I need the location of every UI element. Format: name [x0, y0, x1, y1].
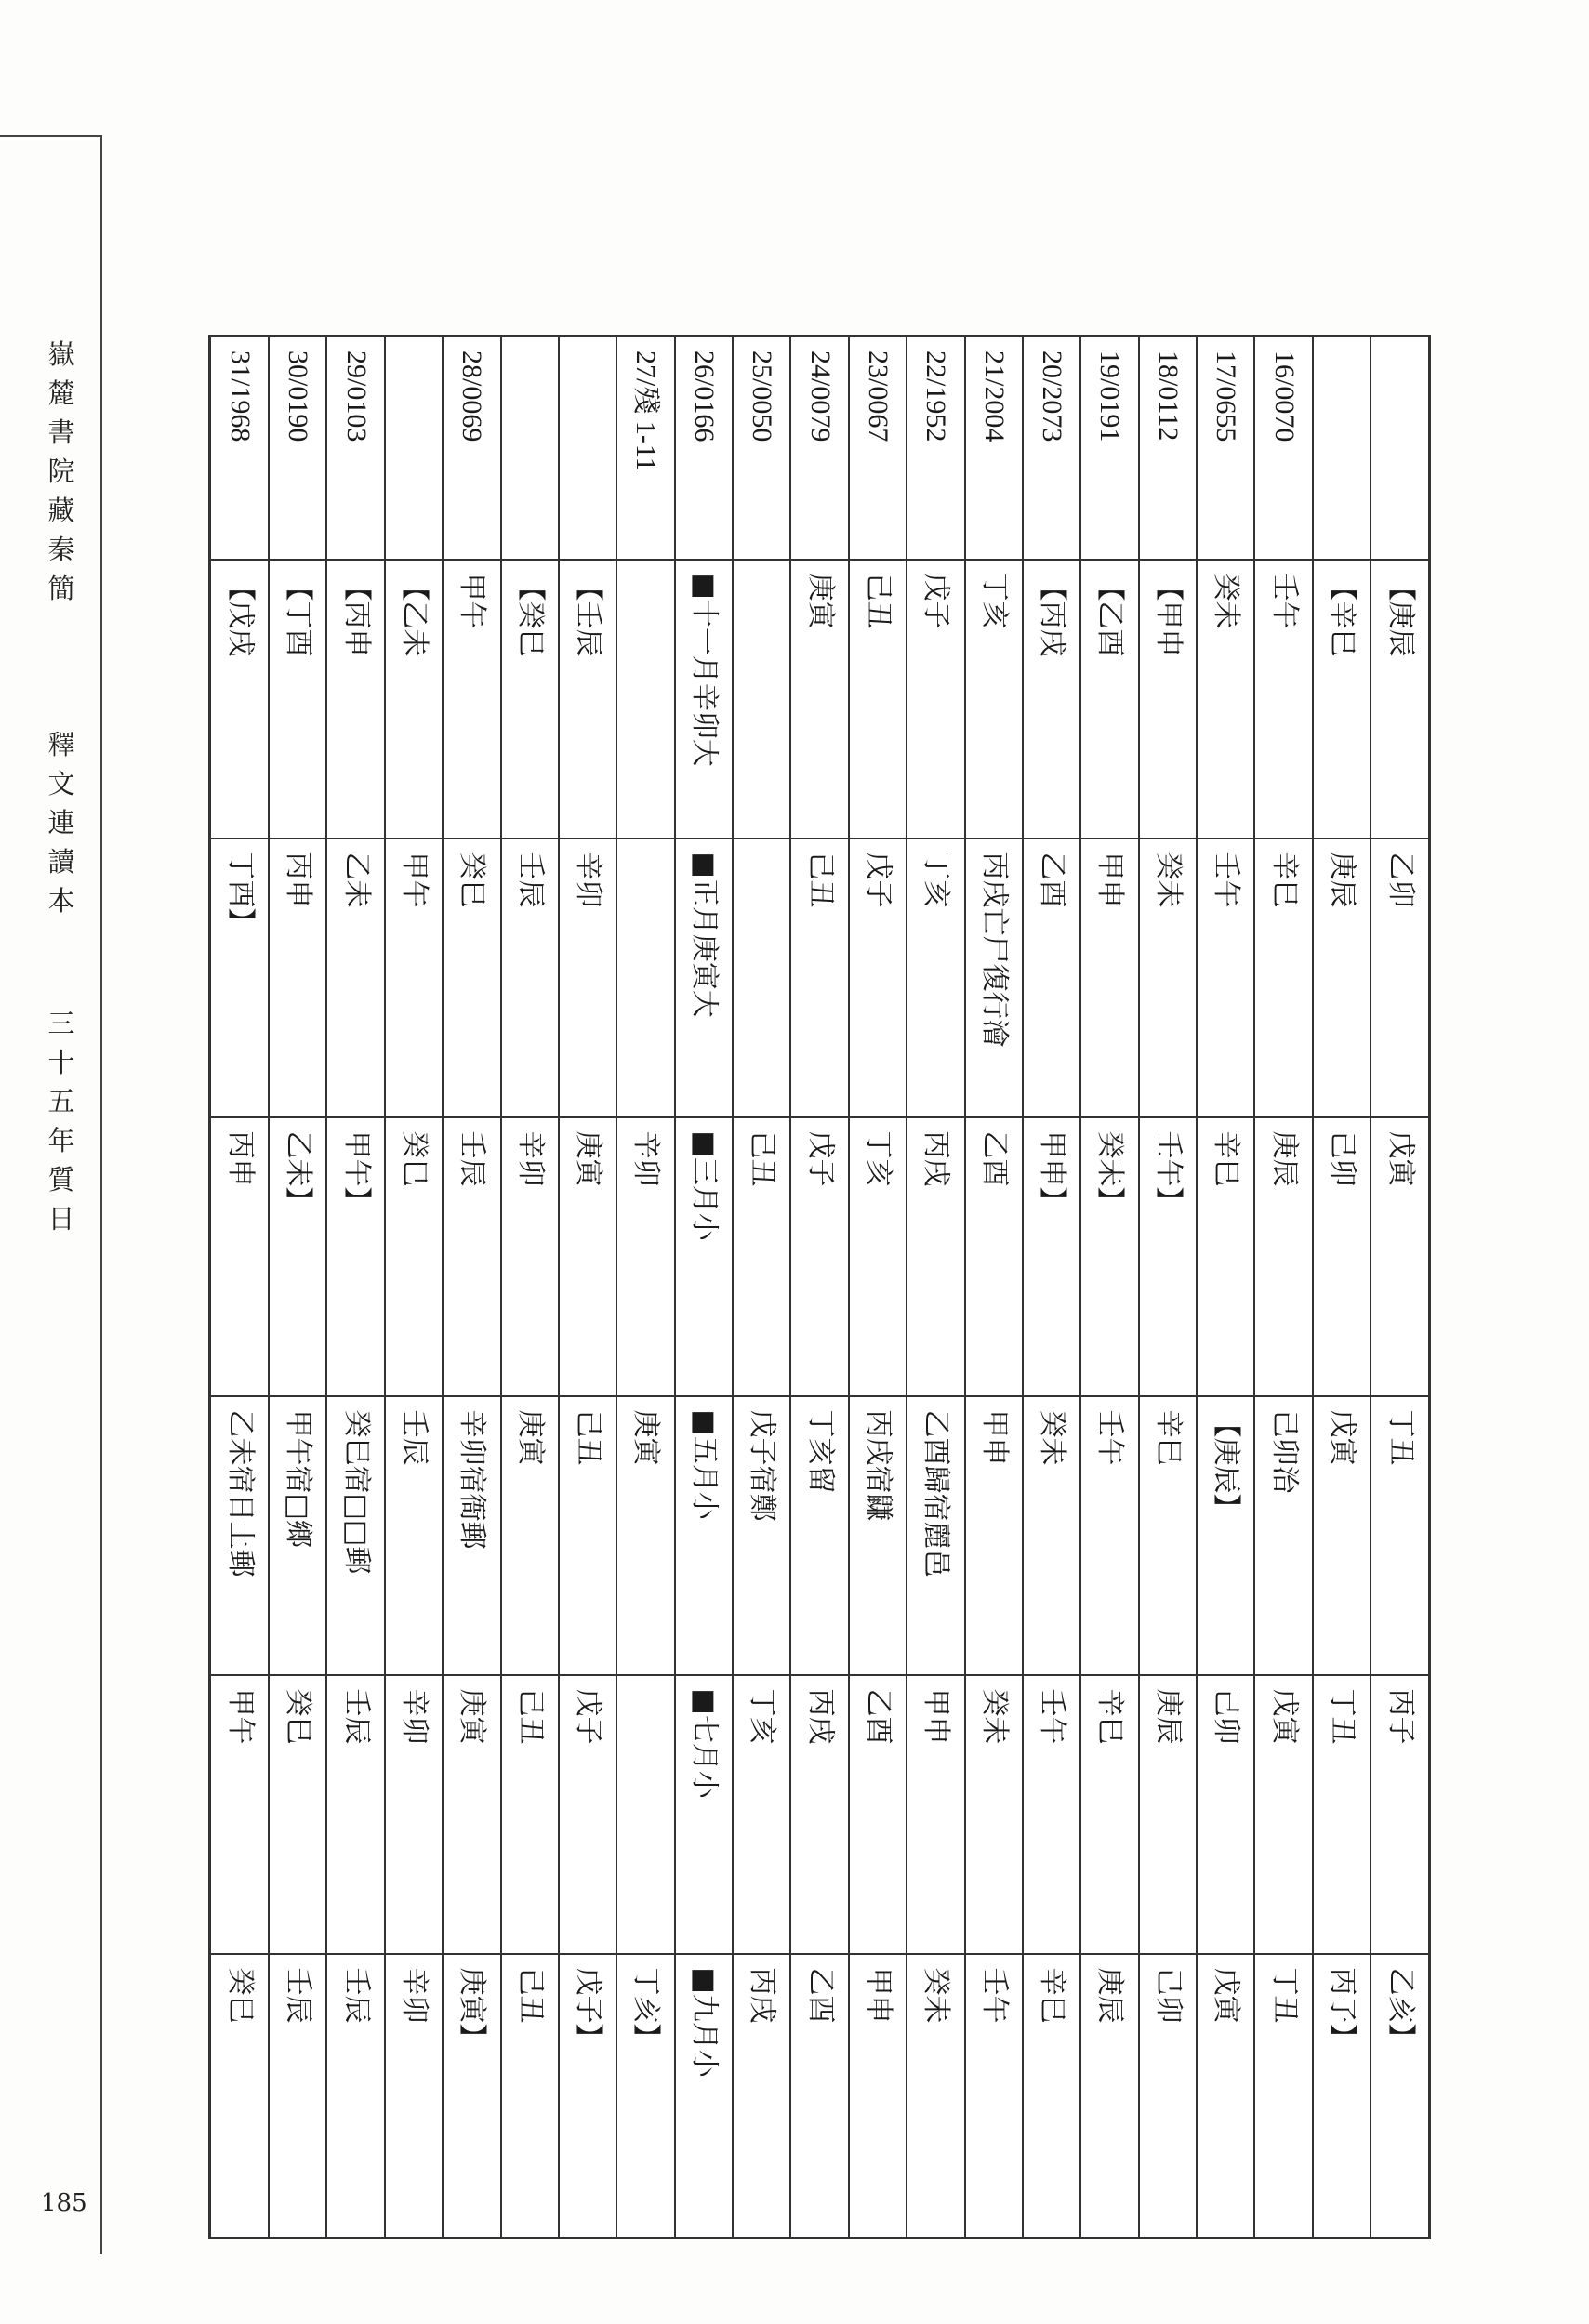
slip-number-cell: [385, 337, 443, 560]
date-cell: 壬辰: [385, 1396, 443, 1675]
date-cell: 甲申: [849, 1954, 907, 2238]
date-cell: 乙未: [326, 838, 384, 1117]
slip-number-cell: 31/1968: [210, 337, 270, 560]
section-title: 釋 文 連 讀 本: [47, 729, 75, 918]
date-cell: [733, 838, 790, 1117]
table-row: [733, 337, 790, 2238]
slip-number-cell: 25/0050: [733, 337, 790, 560]
table-row: [210, 337, 270, 2238]
date-cell: 乙酉: [849, 1675, 907, 1954]
date-cell: 甲午宿□鄉: [269, 1396, 326, 1675]
margin-tick: [0, 135, 100, 137]
date-cell: 丁亥: [849, 1117, 907, 1396]
table-row: [675, 337, 733, 2238]
date-cell: 戊寅: [1371, 1117, 1429, 1396]
table-row: [849, 337, 907, 2238]
date-cell: 己丑: [849, 560, 907, 838]
slip-number-cell: 30/0190: [269, 337, 326, 560]
date-cell: 甲午: [385, 838, 443, 1117]
date-cell: 壬午】: [1139, 1117, 1197, 1396]
date-cell: 丁丑: [1371, 1396, 1429, 1675]
date-cell: 甲申: [965, 1396, 1023, 1675]
book-title: 嶽 麓 書 院 藏 秦 簡: [47, 338, 75, 605]
date-cell: 戊子: [849, 838, 907, 1117]
date-cell: 【乙未: [385, 560, 443, 838]
date-cell: 壬午: [1080, 1396, 1138, 1675]
date-cell: ■九月小: [675, 1954, 733, 2238]
date-cell: 壬午: [1254, 560, 1312, 838]
date-cell: 辛巳: [1080, 1675, 1138, 1954]
date-cell: 辛卯: [559, 838, 616, 1117]
date-cell: 【丙申: [326, 560, 384, 838]
date-cell: 辛卯: [616, 1117, 674, 1396]
date-cell: 乙未】: [269, 1117, 326, 1396]
date-cell: 辛卯: [501, 1117, 559, 1396]
slip-number-cell: 22/1952: [907, 337, 964, 560]
date-cell: 壬午: [1023, 1675, 1080, 1954]
table-row: [1313, 337, 1371, 2238]
slip-number-cell: 23/0067: [849, 337, 907, 560]
date-cell: 戊子: [559, 1675, 616, 1954]
table-row: [385, 337, 443, 2238]
date-cell: 己卯: [1197, 1675, 1254, 1954]
table-row: [907, 337, 964, 2238]
date-cell: 癸未: [1197, 560, 1254, 838]
date-cell: 己丑: [733, 1117, 790, 1396]
slip-number-cell: 20/2073: [1023, 337, 1080, 560]
date-cell: 己卯: [1139, 1954, 1197, 2238]
date-cell: 辛巳: [1197, 1117, 1254, 1396]
date-cell: 壬午: [965, 1954, 1023, 2238]
date-cell: ■五月小: [675, 1396, 733, 1675]
slip-number-cell: 16/0070: [1254, 337, 1312, 560]
table-row: [1139, 337, 1197, 2238]
table-row: [559, 337, 616, 2238]
date-cell: 壬辰: [269, 1954, 326, 2238]
date-cell: ■十一月辛卯大: [675, 560, 733, 838]
date-cell: 癸巳: [269, 1675, 326, 1954]
date-cell: 辛巳: [1023, 1954, 1080, 2238]
date-cell: 庚寅: [559, 1117, 616, 1396]
date-cell: 戊子宿鄭: [733, 1396, 790, 1675]
date-cell: 癸未: [965, 1675, 1023, 1954]
date-cell: 辛卯: [385, 1675, 443, 1954]
slip-number-cell: 18/0112: [1139, 337, 1197, 560]
table-row: [501, 337, 559, 2238]
page-number: 185: [41, 2189, 87, 2217]
date-cell: 甲午: [443, 560, 500, 838]
slip-number-cell: 28/0069: [443, 337, 500, 560]
date-cell: 庚寅: [501, 1396, 559, 1675]
date-cell: 【乙酉: [1080, 560, 1138, 838]
date-cell: 【壬辰: [559, 560, 616, 838]
date-cell: ■正月庚寅大: [675, 838, 733, 1117]
margin-rule: [100, 135, 102, 2254]
date-cell: 己卯治: [1254, 1396, 1312, 1675]
date-cell: 辛卯宿衙郵: [443, 1396, 500, 1675]
date-cell: 壬辰: [501, 838, 559, 1117]
date-cell: 乙卯: [1371, 838, 1429, 1117]
date-cell: 【丙戌: [1023, 560, 1080, 838]
date-cell: 甲午: [210, 1675, 270, 1954]
date-cell: 戊寅: [1254, 1675, 1312, 1954]
table-row: [965, 337, 1023, 2238]
date-cell: 甲申: [907, 1675, 964, 1954]
date-cell: 丙戌宿鼸: [849, 1396, 907, 1675]
date-cell: 乙酉: [1023, 838, 1080, 1117]
date-cell: 壬午: [1197, 838, 1254, 1117]
date-cell: 壬辰: [326, 1675, 384, 1954]
date-cell: 丁酉】: [210, 838, 270, 1117]
date-cell: 甲午】: [326, 1117, 384, 1396]
date-cell: 癸未: [907, 1954, 964, 2238]
slip-number-cell: 24/0079: [790, 337, 848, 560]
table-row: [326, 337, 384, 2238]
date-cell: 己卯: [1313, 1117, 1371, 1396]
date-cell: 丙申: [210, 1117, 270, 1396]
date-cell: 丁丑: [1313, 1675, 1371, 1954]
date-cell: 庚寅】: [443, 1954, 500, 2238]
date-cell: 乙亥】: [1371, 1954, 1429, 2238]
date-cell: 【甲申: [1139, 560, 1197, 838]
slip-number-cell: 21/2004: [965, 337, 1023, 560]
slip-number-cell: 26/0166: [675, 337, 733, 560]
date-cell: 癸巳: [385, 1117, 443, 1396]
date-cell: 癸未】: [1080, 1117, 1138, 1396]
date-cell: 戊子: [790, 1117, 848, 1396]
date-cell: 壬辰: [443, 1117, 500, 1396]
date-cell: 乙酉: [790, 1954, 848, 2238]
slip-number-cell: [1371, 337, 1429, 560]
date-cell: 癸巳宿□□郵: [326, 1396, 384, 1675]
date-cell: 己丑: [559, 1396, 616, 1675]
date-cell: 辛卯: [385, 1954, 443, 2238]
date-cell: 辛巳: [1254, 838, 1312, 1117]
date-cell: ■七月小: [675, 1675, 733, 1954]
date-cell: 戊寅: [1313, 1396, 1371, 1675]
date-cell: 癸未: [1139, 838, 1197, 1117]
date-cell: 丁亥: [907, 838, 964, 1117]
date-cell: 癸未: [1023, 1396, 1080, 1675]
date-cell: 【庚辰】: [1197, 1396, 1254, 1675]
date-cell: 庚寅: [443, 1675, 500, 1954]
date-cell: 丙戌: [907, 1117, 964, 1396]
date-cell: 壬辰: [326, 1954, 384, 2238]
date-cell: 戊寅: [1197, 1954, 1254, 2238]
date-cell: 庚辰: [1313, 838, 1371, 1117]
date-cell: 己丑: [501, 1954, 559, 2238]
date-cell: 戊子】: [559, 1954, 616, 2238]
date-cell: 癸巳: [210, 1954, 270, 2238]
date-cell: 戊子: [907, 560, 964, 838]
slip-number-cell: 19/0191: [1080, 337, 1138, 560]
table-row: [269, 337, 326, 2238]
date-cell: 丙戌亡尸復行澮: [965, 838, 1023, 1117]
table-row: [1023, 337, 1080, 2238]
table-row: [616, 337, 674, 2238]
slip-number-cell: 17/0655: [1197, 337, 1254, 560]
table-row: [1371, 337, 1429, 2238]
date-cell: 辛巳: [1139, 1396, 1197, 1675]
calendar-table: [208, 335, 1431, 2239]
date-cell: 丙子: [1371, 1675, 1429, 1954]
date-cell: [616, 1675, 674, 1954]
date-cell: 【戊戌: [210, 560, 270, 838]
date-cell: [616, 838, 674, 1117]
date-cell: [733, 560, 790, 838]
slip-number-cell: [501, 337, 559, 560]
date-cell: 【丁酉: [269, 560, 326, 838]
calendar-table-body: [210, 337, 1430, 2238]
slip-number-cell: 27/殘 1-11: [616, 337, 674, 560]
table-row: [1080, 337, 1138, 2238]
date-cell: ■三月小: [675, 1117, 733, 1396]
slip-number-cell: 29/0103: [326, 337, 384, 560]
date-cell: 丙戌: [733, 1954, 790, 2238]
slip-number-cell: [1313, 337, 1371, 560]
date-cell: 庚辰: [1254, 1117, 1312, 1396]
date-cell: 乙未宿日土郵: [210, 1396, 270, 1675]
date-cell: 己丑: [790, 838, 848, 1117]
date-cell: 庚辰: [1080, 1954, 1138, 2238]
date-cell: 丙申: [269, 838, 326, 1117]
table-row: [443, 337, 500, 2238]
date-cell: 【癸巳: [501, 560, 559, 838]
table-row: [1197, 337, 1254, 2238]
date-cell: 己丑: [501, 1675, 559, 1954]
doc-title: 三 十 五 年 質 日: [47, 1008, 75, 1235]
date-cell: 丙戌: [790, 1675, 848, 1954]
date-cell: 庚辰: [1139, 1675, 1197, 1954]
date-cell: 乙酉歸宿麗邑: [907, 1396, 964, 1675]
calendar-table-wrapper: [208, 335, 1431, 2237]
date-cell: 丙子】: [1313, 1954, 1371, 2238]
date-cell: 乙酉: [965, 1117, 1023, 1396]
date-cell: 丁丑: [1254, 1954, 1312, 2238]
date-cell: 丁亥】: [616, 1954, 674, 2238]
date-cell: 丁亥: [965, 560, 1023, 838]
table-row: [790, 337, 848, 2238]
date-cell: 庚寅: [616, 1396, 674, 1675]
date-cell: 甲申: [1080, 838, 1138, 1117]
table-row: [1254, 337, 1312, 2238]
date-cell: 丁亥: [733, 1675, 790, 1954]
date-cell: [616, 560, 674, 838]
slip-number-cell: [559, 337, 616, 560]
date-cell: 丁亥留: [790, 1396, 848, 1675]
date-cell: 癸巳: [443, 838, 500, 1117]
date-cell: 【庚辰: [1371, 560, 1429, 838]
date-cell: 【辛巳: [1313, 560, 1371, 838]
date-cell: 甲申】: [1023, 1117, 1080, 1396]
date-cell: 庚寅: [790, 560, 848, 838]
